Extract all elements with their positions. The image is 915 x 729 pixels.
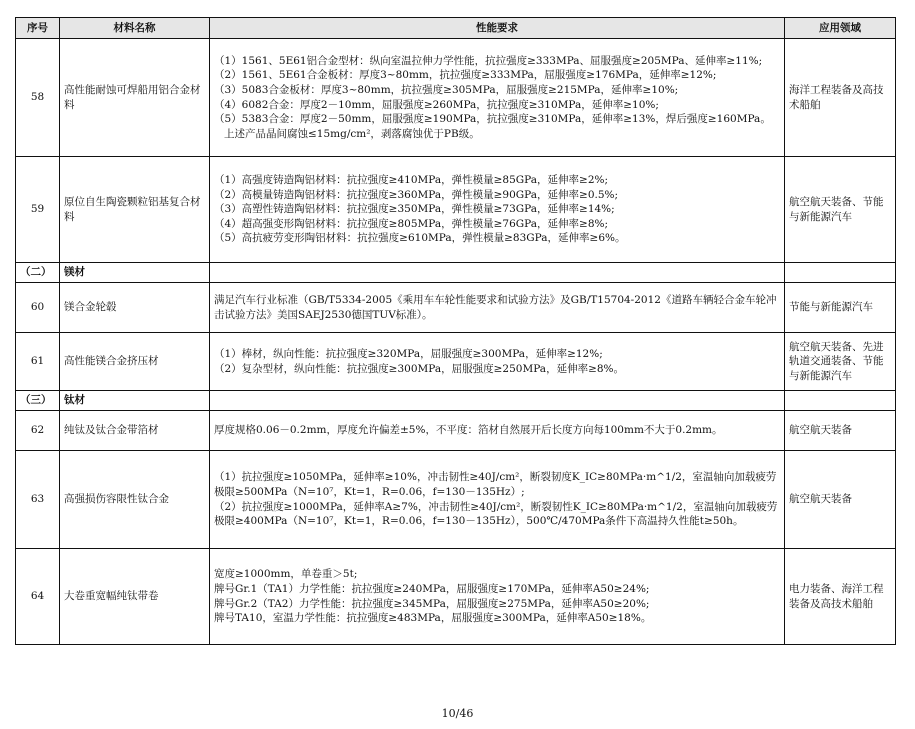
table-row <box>16 39 896 157</box>
requirement-line: （1）棒材，纵向性能：抗拉强度≥320MPa，屈服强度≥300MPa，延伸率≥12%; <box>214 347 603 360</box>
requirement-line: 牌号TA10，室温力学性能：抗拉强度≥483MPa，屈服强度≥300MPa，延伸率A50≥18%。 <box>214 612 652 625</box>
material-name: 纯钛及钛合金带箔材 <box>60 411 210 451</box>
material-name: 镁合金轮毂 <box>60 283 210 333</box>
application-field: 节能与新能源汽车 <box>785 283 896 333</box>
header-row <box>16 18 896 39</box>
section-row <box>16 263 896 283</box>
requirement-line: （1）高强度铸造陶铝材料：抗拉强度≥410MPa，弹性模量≥85GPa，延伸率≥2%; <box>214 174 609 187</box>
requirement-line: 牌号Gr.2（TA2）力学性能：抗拉强度≥345MPa，屈服强度≥275MPa，延伸率A50≥20%; <box>214 597 650 610</box>
material-name: 高强损伤容限性钛合金 <box>60 451 210 549</box>
section-number: （二） <box>16 263 60 283</box>
requirement-line: （3）高塑性铸造陶铝材料：抗拉强度≥350MPa，弹性模量≥73GPa，延伸率≥14%; <box>214 203 615 216</box>
page-number: 10/46 <box>441 707 474 720</box>
header-requirements: 性能要求 <box>210 18 785 39</box>
requirement-line: 上述产品晶间腐蚀≤15mg/cm²，剥落腐蚀优于PB级。 <box>224 127 480 140</box>
requirements <box>210 157 785 263</box>
table-row <box>16 451 896 549</box>
section-title: 钛材 <box>60 391 210 411</box>
row-number: 60 <box>16 283 60 333</box>
requirements <box>210 451 785 549</box>
section-row <box>16 391 896 411</box>
application-field: 航空航天装备 <box>785 451 896 549</box>
material-name: 高性能镁合金挤压材 <box>60 333 210 391</box>
requirements <box>210 549 785 645</box>
requirement-line: （5）5383合金：厚度2－50mm，屈服强度≥190MPa，抗拉强度≥310MPa，延伸率≥13%，焊后强度≥160MPa。 <box>214 113 771 126</box>
table-row <box>16 549 896 645</box>
application-field: 航空航天装备、先进轨道交通装备、节能与新能源汽车 <box>785 333 896 391</box>
requirement-line: （2）抗拉强度≥1000MPa，延伸率A≥7%，冲击韧性≥40J/cm²，断裂韧性K_IC≥80MPa·m^1/2，室温轴向加载疲劳极限≥400MPa（N=10⁷，Kt=1，R=0.06，f=130－135Hz），500℃/470MPa条件下高温持久性能t≥50h。 <box>214 500 778 528</box>
application-field: 航空航天装备、节能与新能源汽车 <box>785 157 896 263</box>
table-row <box>16 157 896 263</box>
requirements <box>210 411 785 451</box>
requirement-line: （1）1561、5E61铝合金型材：纵向室温拉伸力学性能，抗拉强度≥333MPa、屈服强度≥205MPa、延伸率≥11%; <box>214 54 763 67</box>
section-number: （三） <box>16 391 60 411</box>
requirement-line: （5）高抗疲劳变形陶铝材料：抗拉强度≥610MPa，弹性模量≥83GPa，延伸率≥6%。 <box>214 232 626 245</box>
application-field: 航空航天装备 <box>785 411 896 451</box>
empty-cell <box>210 263 785 283</box>
requirement-line: （1）抗拉强度≥1050MPa，延伸率≥10%，冲击韧性≥40J/cm²，断裂韧度K_IC≥80MPa·m^1/2，室温轴向加载疲劳极限≥500MPa（N=10⁷，Kt=1，R=0.06，f=130－135Hz）; <box>214 471 777 498</box>
empty-cell <box>210 391 785 411</box>
requirements <box>210 39 785 157</box>
row-number: 59 <box>16 157 60 263</box>
requirement-line: （4）超高强变形陶铝材料：抗拉强度≥805MPa，弹性模量≥76GPa，延伸率≥8%; <box>214 217 609 230</box>
row-number: 61 <box>16 333 60 391</box>
material-name: 高性能耐蚀可焊船用铝合金材料 <box>60 39 210 157</box>
section-title: 镁材 <box>60 263 210 283</box>
requirement-line: 牌号Gr.1（TA1）力学性能：抗拉强度≥240MPa，屈服强度≥170MPa，延伸率A50≥24%; <box>214 582 650 595</box>
material-name: 大卷重宽幅纯钛带卷 <box>60 549 210 645</box>
row-number: 58 <box>16 39 60 157</box>
application-field: 电力装备、海洋工程装备及高技术船舶 <box>785 549 896 645</box>
requirement-line: 宽度≥1000mm，单卷重＞5t; <box>214 568 358 581</box>
header-no: 序号 <box>16 18 60 39</box>
application-field: 海洋工程装备及高技术船舶 <box>785 39 896 157</box>
material-name: 原位自生陶瓷颗粒铝基复合材料 <box>60 157 210 263</box>
requirement-line: 满足汽车行业标准（GB/T5334-2005《乘用车车轮性能要求和试验方法》及GB/T15704-2012《道路车辆轻合金车轮冲击试验方法》美国SAEJ2530德国TUV标准）。 <box>214 293 777 321</box>
header-application: 应用领域 <box>785 18 896 39</box>
requirement-line: （4）6082合金：厚度2－10mm，屈服强度≥260MPa，抗拉强度≥310MPa，延伸率≥10%; <box>214 98 659 111</box>
row-number: 64 <box>16 549 60 645</box>
requirements <box>210 333 785 391</box>
requirements <box>210 283 785 333</box>
requirement-line: （2）复杂型材，纵向性能：抗拉强度≥300MPa，屈服强度≥250MPa，延伸率≥8%。 <box>214 362 625 375</box>
requirement-line: （3）5083合金板材：厚度3~80mm，抗拉强度≥305MPa，屈服强度≥215MPa，延伸率≥10%; <box>214 83 679 96</box>
table-row <box>16 411 896 451</box>
requirement-line: （2）1561、5E61合金板材：厚度3~80mm，抗拉强度≥333MPa，屈服强度≥176MPa，延伸率≥12%; <box>214 69 717 82</box>
header-name: 材料名称 <box>60 18 210 39</box>
empty-cell <box>785 263 896 283</box>
requirement-line: 厚度规格0.06－0.2mm，厚度允许偏差±5%，不平度：箔材自然展开后长度方向每100mm不大于0.2mm。 <box>214 424 723 437</box>
empty-cell <box>785 391 896 411</box>
table-row <box>16 333 896 391</box>
table-row <box>16 283 896 333</box>
row-number: 62 <box>16 411 60 451</box>
requirement-line: （2）高模量铸造陶铝材料：抗拉强度≥360MPa，弹性模量≥90GPa，延伸率≥0.5%; <box>214 188 619 201</box>
row-number: 63 <box>16 451 60 549</box>
materials-table <box>15 17 896 645</box>
